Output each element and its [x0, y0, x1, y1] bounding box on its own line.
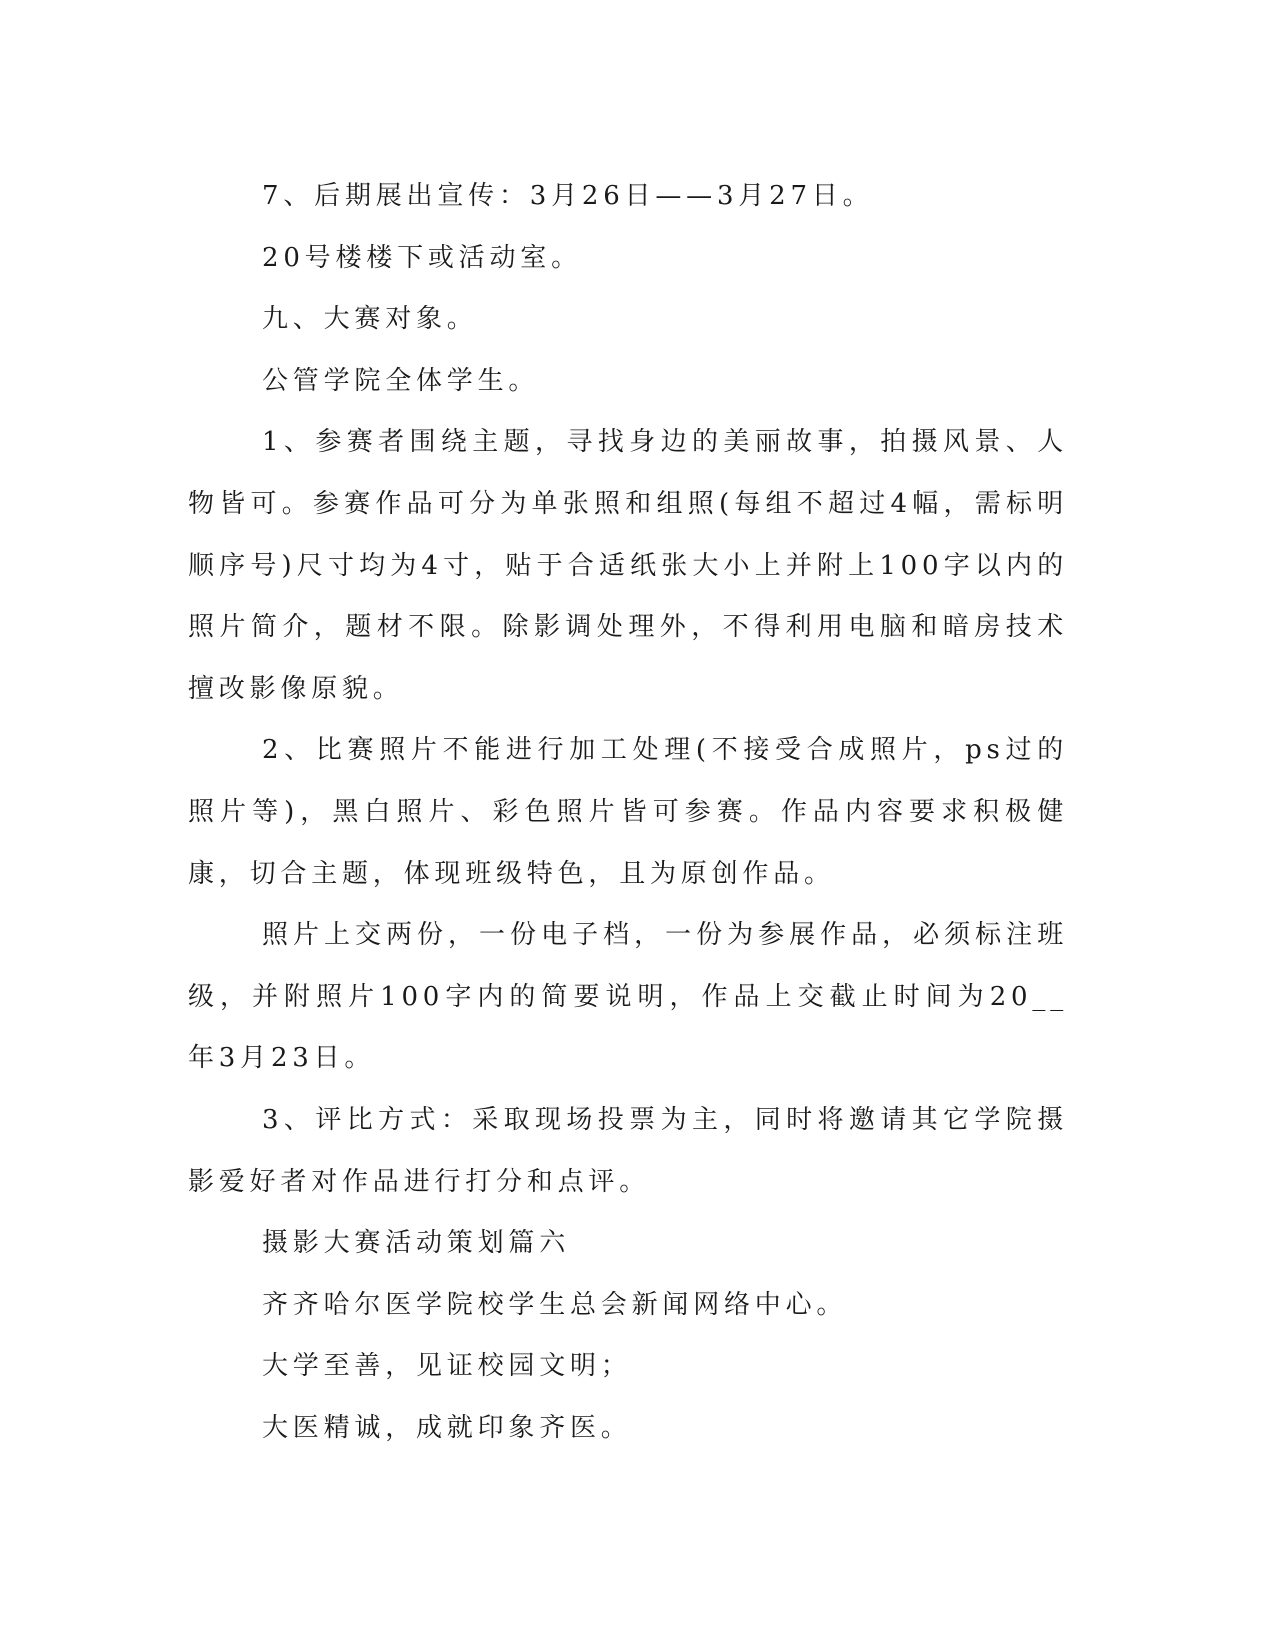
paragraph-organizer: 齐齐哈尔医学院校学生总会新闻网络中心。: [262, 1289, 848, 1320]
document-body: [188, 166, 1068, 1459]
paragraph-rule-3: 3、评比方式：采取现场投票为主，同时将邀请其它学院摄影爱好者对作品进行打分和点评。: [188, 1104, 1068, 1197]
paragraph-participants: 公管学院全体学生。: [262, 365, 540, 396]
paragraph-exhibition-schedule: 7、后期展出宣传：3月26日——3月27日。: [262, 181, 874, 211]
paragraph-rule-1: 1、参赛者围绕主题，寻找身边的美丽故事，拍摄风景、人物皆可。参赛作品可分为单张照和组照(每组不超过4幅，需标明顺序号)尺寸均为4寸，贴于合适纸张大小上并附上100字以内的照片简介，题材不限。除影调处理外，不得利用电脑和暗房技术擅改影像原貌。: [188, 427, 1068, 704]
paragraph-slogan-2: 大医精诚，成就印象齐医。: [262, 1412, 632, 1443]
section-heading-participants: 九、大赛对象。: [262, 304, 478, 335]
paragraph-submission: 照片上交两份，一份电子档，一份为参展作品，必须标注班级，并附照片100字内的简要说明，作品上交截止时间为20__年3月23日。: [188, 920, 1068, 1074]
paragraph-exhibition-venue: 20号楼楼下或活动室。: [262, 242, 582, 273]
paragraph-slogan-1: 大学至善，见证校园文明；: [262, 1351, 632, 1382]
section-title-part-six: 摄影大赛活动策划篇六: [262, 1228, 571, 1259]
paragraph-rule-2: 2、比赛照片不能进行加工处理(不接受合成照片，ps过的照片等)，黑白照片、彩色照片皆可参赛。作品内容要求积极健康，切合主题，体现班级特色，且为原创作品。: [188, 735, 1068, 889]
